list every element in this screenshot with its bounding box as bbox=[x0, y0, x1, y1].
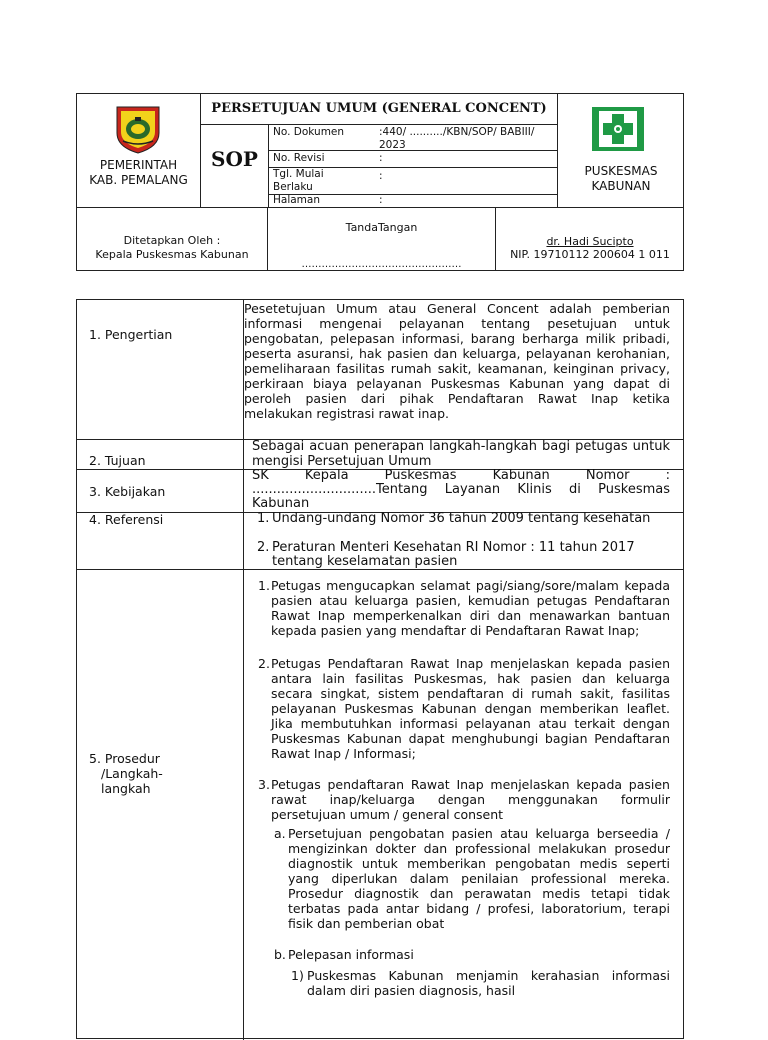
referensi-item-1: 1. Undang-undang Nomor 36 tahun 2009 tentang kesehatan bbox=[257, 511, 651, 526]
prosedur-sub-b1: 1) Puskesmas Kabunan menjamin kerahasian informasi dalam diri pasien diagnosis, hasil bbox=[291, 968, 670, 998]
referensi-label: 4. Referensi bbox=[89, 512, 164, 527]
puskesmas-logo bbox=[591, 106, 645, 152]
header-table bbox=[76, 93, 684, 271]
prosedur-step-1: 1. Petugas mengucapkan selamat pagi/siang/sore/malam kepada pasien atau keluarga pasien, kemudian petugas Pendaftaran Rawat Inap memperkenalkan diri dan menawarkan bantuan kepada pasien yang mendaftar di Pendaftaran Rawat Inap; bbox=[258, 578, 670, 638]
pengertian-text: Pesetetujuan Umum atau General Concent adalah pemberian informasi mengenai pelayanan tentang pesetujuan untuk pengobatan, pelepasan informasi, barang berharga milik pribadi, peserta asuransi, hak pasien dan keluarga, pelayanan kerohanian, pemeliharaan fasilitas rumah sakit, keamanan, keinginan privacy, perkiraan biaya pelayanan Puskesmas Kabunan yang dapat di peroleh pasien dari pihak Pendaftaran Rawat Inap ketika melakukan registrasi rawat inap. bbox=[244, 301, 670, 421]
meta-value-halaman: : bbox=[379, 194, 383, 206]
prosedur-step-3: 3. Petugas pendaftaran Rawat Inap menjelaskan kepada pasien rawat inap/keluarga dengan menggunakan formulir persetujuan umum / general consent bbox=[258, 777, 670, 822]
kebijakan-text: SK Kepala Puskesmas Kabunan Nomor : ..............................Tentang Layanan Klinis di Puskesmas Kabunan bbox=[252, 468, 670, 511]
content-table bbox=[76, 299, 684, 1039]
meta-label-tgl: Tgl. Mulai Berlaku bbox=[273, 168, 324, 193]
sop-label: SOP bbox=[211, 147, 258, 171]
meta-label-revisi: No. Revisi bbox=[273, 152, 325, 164]
ditetapkan-label: Ditetapkan Oleh : Kepala Puskesmas Kabunan bbox=[95, 234, 249, 261]
tujuan-label: 2. Tujuan bbox=[89, 453, 146, 468]
prosedur-step-2: 2. Petugas Pendaftaran Rawat Inap menjelaskan kepada pasien antara lain fasilitas Puskesmas, hak pasien dan keluarga secara singkat, sistem pendaftaran di rumah sakit, fasilitas pelayanan Puskesmas Kabunan dengan memberikan leaflet. Jika membutuhkan informasi pelayanan atau terkait dengan Puskesmas Kabunan dapat menghubungi bagian Pendaftaran Rawat Inap / Informasi; bbox=[258, 656, 670, 761]
page-title: PERSETUJUAN UMUM (GENERAL CONCENT) bbox=[211, 101, 547, 116]
doctor-name: dr. Hadi Sucipto bbox=[546, 235, 634, 248]
right-org-name: PUSKESMAS KABUNAN bbox=[584, 164, 658, 193]
pemalang-logo bbox=[113, 103, 163, 155]
prosedur-sub-a: a. Persetujuan pengobatan pasien atau keluarga berseedia / mengizinkan dokter dan professional melakukan prosedur diagnostik untuk memberikan pengobatan medis seperti yang diperlukan dalam penilaian professional mereka. Prosedur diagnostik dan perawatan medis tetapi tidak terbatas pada antar bidang / profesi, laboratorium, terapi fisik dan pemberian obat bbox=[274, 826, 670, 931]
meta-label-dokumen: No. Dokumen bbox=[273, 126, 345, 138]
signature-line: ………………………………………… bbox=[301, 259, 462, 270]
tujuan-text: Sebagai acuan penerapan langkah-langkah bagi petugas untuk mengisi Persetujuan Umum bbox=[252, 439, 670, 469]
prosedur-label: 5. Prosedur /Langkah- langkah bbox=[89, 751, 163, 796]
meta-value-revisi: : bbox=[379, 152, 383, 164]
doctor-nip: NIP. 19710112 200604 1 011 bbox=[510, 248, 670, 261]
prosedur-sub-b: b. Pelepasan informasi bbox=[274, 947, 414, 962]
tanda-tangan-label: TandaTangan bbox=[345, 221, 418, 234]
kebijakan-label: 3. Kebijakan bbox=[89, 484, 166, 499]
meta-label-halaman: Halaman bbox=[273, 194, 320, 206]
pengertian-label: 1. Pengertian bbox=[89, 327, 173, 342]
referensi-item-2: 2. Peraturan Menteri Kesehatan RI Nomor : 11 tahun 2017 tentang keselamatan pasien bbox=[257, 540, 635, 569]
meta-value-tgl: : bbox=[379, 170, 383, 182]
left-org-name: PEMERINTAH KAB. PEMALANG bbox=[89, 158, 188, 187]
meta-value-dokumen: :440/ ........../KBN/SOP/ BABIII/ 2023 bbox=[379, 126, 535, 151]
